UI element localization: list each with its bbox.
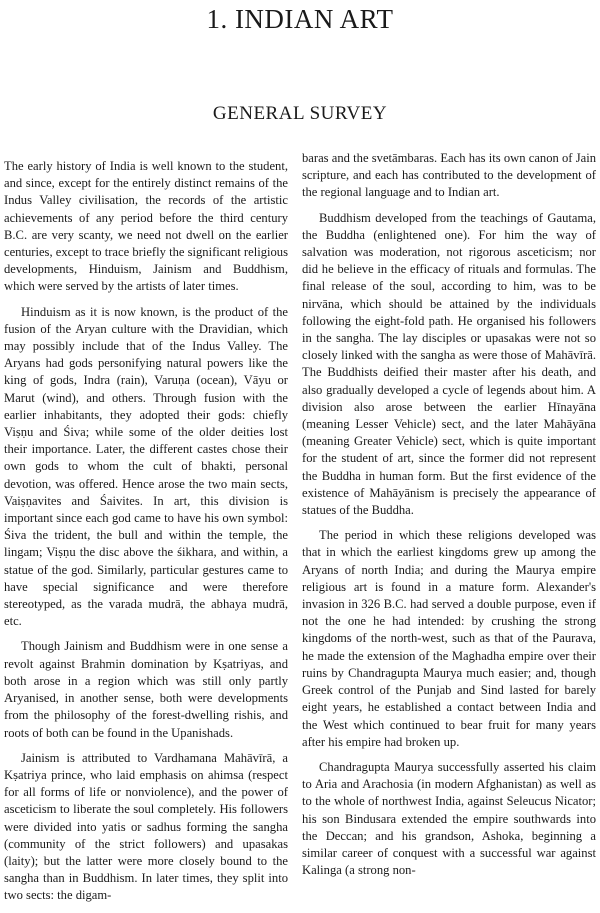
chapter-title: 1. INDIAN ART — [206, 4, 394, 34]
paragraph: Chandragupta Maurya successfully asserted his claim to Aria and Arachosia (in modern Afghanistan) as well as to the whole of northwest India, against Seleucus Nicator; his son Bindusara extended the empire southwards into the Deccan; and his grandson, Ashoka, beginning a similar career of conquest with a successful war against Kalinga (a strong non- — [302, 759, 596, 878]
section-title: GENERAL SURVEY — [212, 103, 388, 124]
paragraph: Though Jainism and Buddhism were in one sense a revolt against Brahmin domination by Kṣatriyas, and both arose in a region which was still only partly Aryanised, in another sense, both were developments from the philosophy of the forest-dwelling rishis, and roots of both can be found in the Upanishads. — [4, 639, 288, 740]
paragraph: The period in which these religions developed was that in which the earliest kingdoms grew up among the Aryans of north India; and during the Maurya empire religious art is found in a mature form. Alexander's invasion in 326 B.C. had served a double purpose, even if not the one he had intended: by crushing the strong kingdoms of the north-west, such as that of the Paurava, he made the extension of the Maghadha empire over their ruins by Chandragupta Maurya much easier; and, though Greek control of the Punjab and Sind lasted for barely eight years, he established a contact between India and the West which continued to bear fruit for many years after his empire had broken up. — [302, 528, 596, 749]
left-column — [4, 158, 288, 913]
paragraph: The early history of India is well known to the student, and since, except for the entirely distinct remains of the Indus Valley civilisation, the records of the artistic achievements of any period before the third century B.C. are very scanty, we need not dwell on the earlier centuries, except to trace briefly the significant religious developments, Hinduism, Jainism and Buddhism, which were served by the artists of later times. — [4, 159, 288, 294]
paragraph: baras and the svetāmbaras. Each has its own canon of Jain scripture, and each has contributed to the development of the regional language and to Indian art. — [302, 151, 596, 200]
paragraph: Hinduism as it is now known, is the product of the fusion of the Aryan culture with the Dravidian, which may possibly include that of the Indus Valley. The Aryans had gods personifying natural powers like the king of gods, Indra (rain), Varuṇa (ocean), Vāyu or Marut (wind), and others. Through fusion with the earlier inhabitants, they adopted their gods: chiefly Viṣṇu and Śiva; while some of the older deities lost their importance. Later, the different castes chose their own gods to whom the cult of bhakti, personal devotion, was offered. Hence arose the two main sects, Vaiṣṇavites and Śaivites. In art, this division is important since each god came to have his own symbol: Śiva the trident, the bull and within the temple, the lingam; Viṣṇu the disc above the śikhara, and within, a statue of the god. Similarly, particular gestures came to have special significance and were therefore stereotyped, as the varada mudrā, the abhaya mudrā, etc. — [4, 304, 288, 629]
right-column — [302, 150, 596, 887]
paragraph: Buddhism developed from the teachings of Gautama, the Buddha (enlightened one). For him the way of salvation was moderation, not rigorous asceticism; nor did he believe in the efficacy of rituals and formulas. The final release of the soul, according to him, was to be nirvāna, which should be attained by the individuals following the eight-fold path. He organised his followers in the sangha. The lay disciples or upasakas were not so closely linked with the sangha as were those of Mahāvīrā. The Buddhists deified their master after his death, and also gradually developed a cycle of legends about him. A division also arose between the earlier Hīnayāna (meaning Lesser Vehicle) sect, and the later Mahāyāna (meaning Greater Vehicle) sect, which is quite important for the student of art, since the former did not represent the Buddha in human form. But the first evidence of the existence of Mahāyānism is precisely the appearance of statues of the Buddha. — [302, 210, 596, 518]
paragraph: Jainism is attributed to Vardhamana Mahāvīrā, a Kṣatriya prince, who laid emphasis on ahimsa (respect for all forms of life or nonviolence), and the power of asceticism to liberate the soul completely. His followers were divided into yatis or sadhus forming the sangha (community of the strict followers) and upasakas (laity); but the latter were more closely bound to the sangha than in Buddhism. In later times, they split into two sects: the digam- — [4, 750, 288, 903]
